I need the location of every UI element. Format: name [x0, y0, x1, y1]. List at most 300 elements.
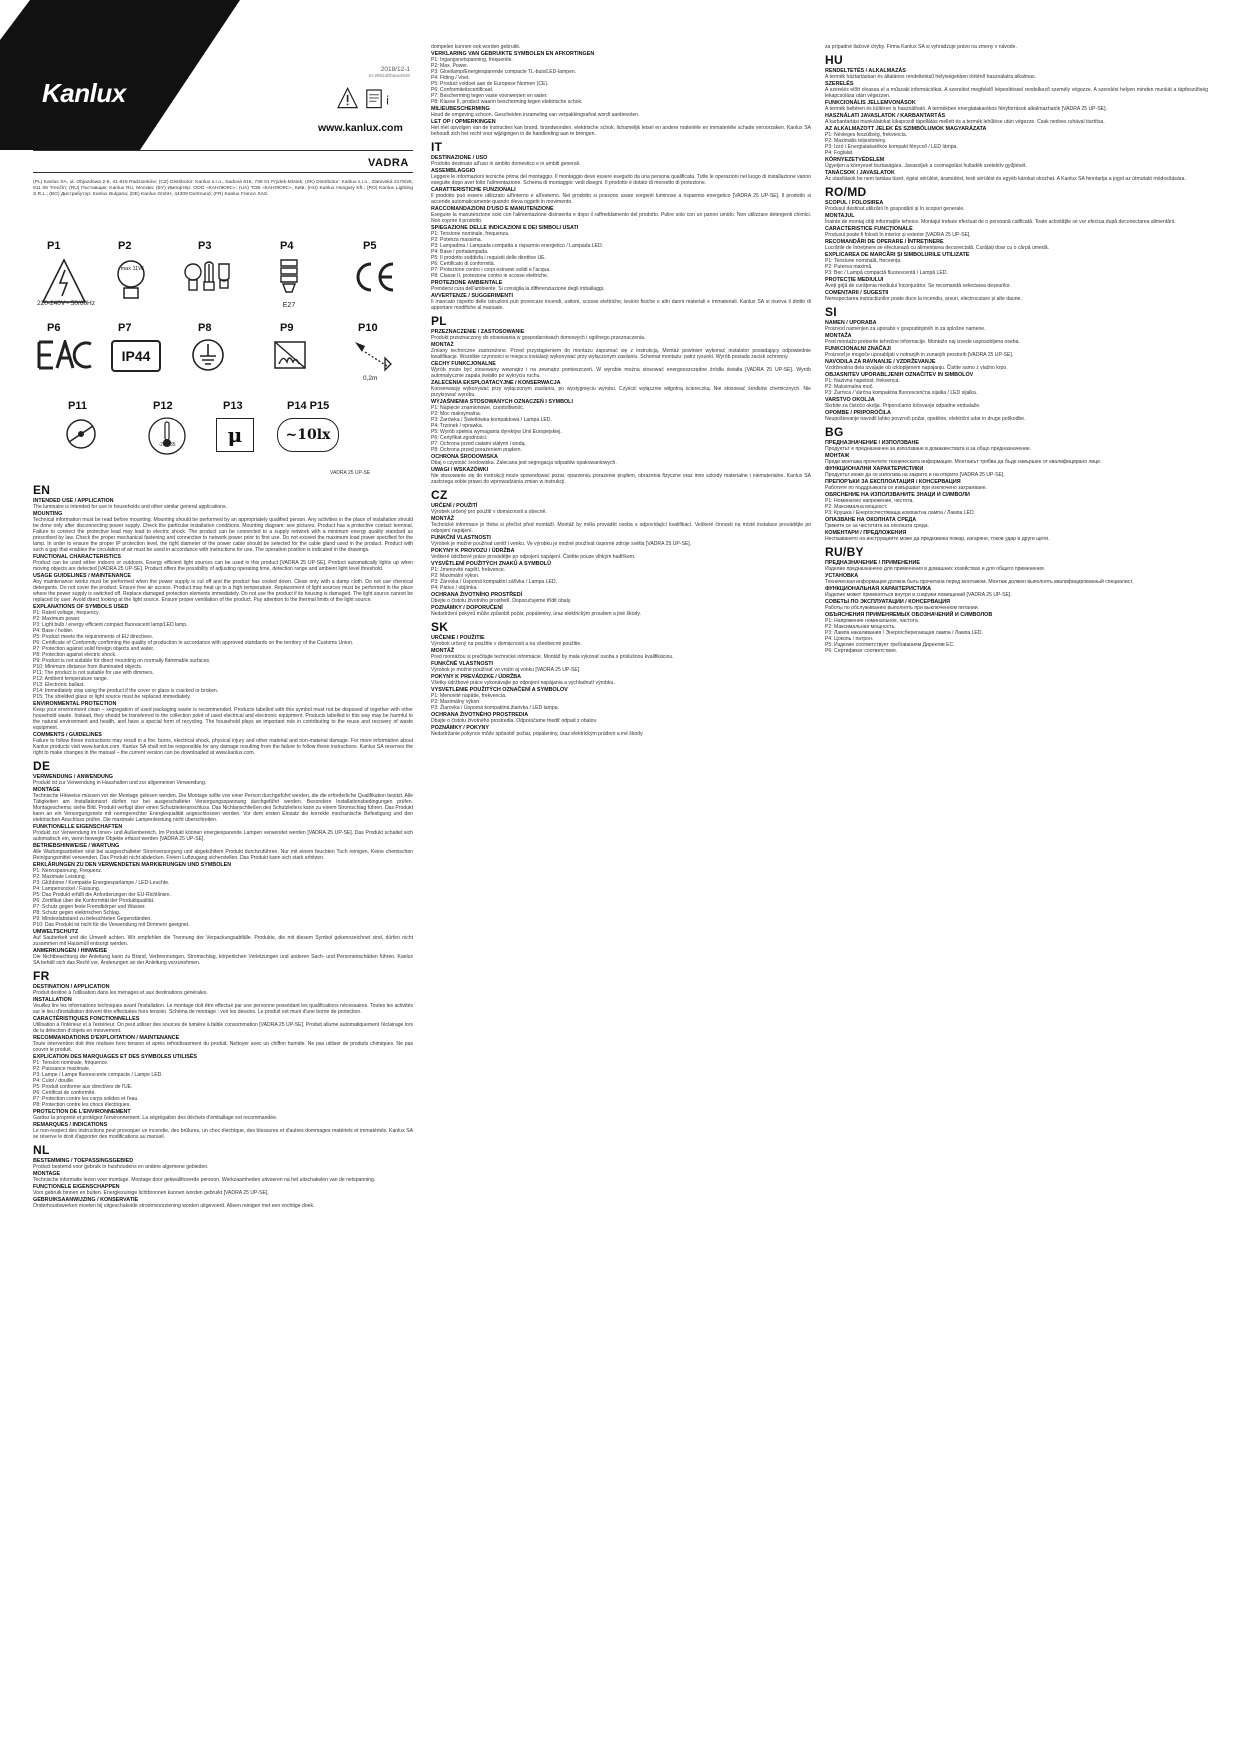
symbol-explanation: P14: Immediately stop using the product if the cover or glass is cracked or broken.: [33, 688, 219, 694]
paragraph: Продуктът може да се използва на закрито и на открито [VADRA 25 UP-SE].: [825, 472, 1005, 478]
symbol-label: P2: [118, 240, 132, 252]
section-heading: RECOMANDĂRI DE OPERARE / ÎNTREȚINERE: [825, 239, 944, 245]
symbol-explanation: P8: Schutz gegen elektrischen Schlag.: [33, 910, 121, 916]
symbol-explanation: P4: Base / holder.: [33, 628, 74, 634]
paragraph: Onderhoudswerken moeten bij uitgeschakelde stroomvoorziening worden uitgevoerd. Alleen reinigen met een vochtige doek.: [33, 1203, 315, 1209]
paragraph: Produkt zur Verwendung im Innen- und Außenbereich. Im Produkt können energiesparende Lampen verwendet werden [VADRA 25 UP-SE]. Das Produkt schaltet sich automatisch ein, wenn bewegte Objekte erfasst werden [VADRA 25 UP-SE].: [33, 830, 413, 842]
paragraph: A karbantartási munkálatokat kikapcsolt tápellátás mellett és a termék lehűlése után végezze. Csak nedves ruhával tisztítsa.: [825, 119, 1105, 125]
section-heading: ФУНКЦИОНАЛЬНАЯ ХАРАКТЕРИСТИКА: [825, 586, 931, 592]
power-icon: [111, 256, 151, 304]
symbol-explanation: P9: Mindestabstand zu beleuchteten Gegenständen.: [33, 916, 152, 922]
svg-text:i: i: [386, 94, 390, 108]
section-heading: СОВЕТЫ ПО ЭКСПЛУАТАЦИИ / КОНСЕРВАЦИЯ: [825, 599, 950, 605]
section-heading: OBJASNITEV UPORABLJENIH OZNAČITEV IN SIMBOLOV: [825, 372, 974, 378]
paragraph: Auf Sauberkeit und die Umwelt achten. Wir empfehlen die Trennung der Verpackungsabfälle. Produkte, die mit diesem Symbol gekennzeichnet sind, dürfen nicht zusammen mit Hausmüll entsorgt werden.: [33, 935, 413, 947]
symbol-explanation: P3: Žarnica / Varčna kompaktna fluorescenčna sijalka / LED sijalka.: [825, 390, 978, 396]
section-heading: VYSVETLENIE POUŽITÝCH OZNAČENÍ A SYMBOLOV: [431, 687, 568, 693]
symbol-explanation: P2: Maximális teljesítmény.: [825, 138, 887, 144]
model-name: VADRA: [368, 157, 409, 169]
symbol-explanation: P2: Maximum power.: [33, 616, 81, 622]
symbol-explanation: P2: Максимальная мощность.: [825, 624, 896, 630]
paragraph: Technické informace je třeba si přečíst před montáží. Montáž by měla provádět osoba s odpovídající kvalifikací. Veškeré činnosti na místě instalace provádějte po odpojení napájení.: [431, 522, 811, 534]
section-heading: INTENDED USE / APPLICATION: [33, 498, 114, 504]
paragraph: Wyrób może być stosowany wewnątrz i na zewnątrz pomieszczeń. W wyrobie można stosować energooszczędne źródła światła [VADRA 25 UP-SE]. Wyrób automatycznie zapala światło po wykryciu ruchu.: [431, 367, 811, 379]
symbol-explanation: P3: Žiarovka / Úsporná kompaktná žiarivka / LED lampa.: [431, 705, 559, 711]
symbol-explanation: P4: Culot / douille.: [33, 1078, 75, 1084]
section-heading: NAVODILA ZA RAVNANJE / VZDRŽEVANJE: [825, 359, 936, 365]
section-heading: EXPLANATIONS OF SYMBOLS USED: [33, 604, 129, 610]
model-divider: [33, 172, 413, 173]
paragraph: Lucrările de întreținere se efectuează cu alimentarea deconectată. Curățați doar cu o cârpă umedă.: [825, 245, 1049, 251]
symbol-explanation: P5: Il prodotto soddisfa i requisiti delle direttive UE.: [431, 255, 546, 261]
paragraph: Vzdrževalna dela izvajajte ob izklopljenem napajanju. Čistite samo z vlažno krpo.: [825, 365, 1008, 371]
language-heading: CZ: [431, 488, 448, 502]
column-2: [431, 44, 811, 738]
symbol-explanation: P3: Glühbirne / Kompakte Energiesparlampe / LED-Leuchte.: [33, 880, 170, 886]
section-heading: ASSEMBLAGGIO: [431, 168, 476, 174]
paragraph: The luminaire is intended for use in households and other similar general applications.: [33, 504, 227, 510]
ballast-symbol: μ: [227, 423, 243, 447]
symbol-explanation: P6: Zertifikat über die Konformität der Produktqualität.: [33, 898, 155, 904]
paragraph: Înainte de montaj citiți informațiile tehnice. Montajul trebuie efectuat de o persoană calificată. Toate activitățile se vor efectua după deconectarea alimentării.: [825, 219, 1176, 225]
symbol-label: P8: [198, 322, 212, 334]
symbol-explanation: P2: Puterea maximă.: [825, 264, 873, 270]
paragraph: Az utasítások be nem tartása tüzet, égési sérülést, áramütést, testi sérülést és egyéb károkat okozhat. A Kanlux SA fenntartja a jogot az útmutató módosítására.: [825, 176, 1186, 182]
paragraph: Any maintenance works must be performed when the power supply is cut off and the product has cooled down. Clean only with a damp cloth. Do not use chemical detergents. Do not cover the product. Ensure free air access. Product may heat up to a high temperature. Replacement of light sources must be performed in the place where the power supply is switched off. Replace damaged protection elements immediately. Do not use the product if its housing is damaged. The light source cannot be replaced by user. Avoid direct looking at the light source. Ensure proper ventilation of the product. Pay attention to the thermal limits of the light source.: [33, 579, 413, 603]
paragraph: Produit destiné à l'utilisation dans les ménages et aux destinations générales.: [33, 990, 208, 996]
paragraph: Работы по обслуживанию выполнять при выключенном питании.: [825, 605, 980, 611]
symbol-label: P5: [363, 240, 377, 252]
symbol-explanation: P6: Certificato di conformità.: [431, 261, 495, 267]
section-heading: CARATTERISTICHE FUNZIONALI: [431, 187, 516, 193]
section-heading: FUNKCIONALNI ZNAČAJI: [825, 346, 891, 352]
symbol-explanation: P4: Foglalat.: [825, 150, 854, 156]
section-heading: MOUNTING: [33, 511, 63, 517]
section-heading: POKYNY K PROVOZU / ÚDRŽBA: [431, 548, 515, 554]
paragraph: Eseguire la manutenzione solo con l'alimentazione disinserita e dopo il raffreddamento del prodotto. Pulire solo con un panno umido. Non utilizzare detergenti chimici. Non coprire il prodotto.: [431, 212, 811, 224]
base-value: E27: [282, 302, 296, 309]
no-dimmer-icon: [61, 418, 101, 450]
ip-rating-badge: [111, 340, 161, 372]
paragraph: Houd de omgeving schoon. Gescheiden inzameling van verpakkingsafval wordt aanbevolen.: [431, 112, 640, 118]
section-heading: RENDELTETÉS / ALKALMAZÁS: [825, 68, 906, 74]
base-socket-icon: [273, 256, 305, 304]
paragraph: Zmiany techniczne zastrzeżone. Przed przystąpieniem do montażu zapoznać się z instrukcją. Montaż powinien wykonać instalator posiadający odpowiednie kwalifikacje. Wszelkie czynności w miejscu instalacji wykonywać przy wyłączonym zasilaniu. Schemat montażu: patrz rysunki. Wyrób posiada zacisk ochronny.: [431, 348, 811, 360]
paragraph: Dbejte o čistotu životního prostředí. Doporučujeme třídit obaly.: [431, 598, 572, 604]
symbol-explanation: P4: Lampensockel / Fassung.: [33, 886, 101, 892]
section-heading: LET OP / OPMERKINGEN: [431, 119, 496, 125]
document-code: KI-29524Dbase2020: [368, 73, 410, 78]
symbol-explanation: P2: Potenza massima.: [431, 237, 482, 243]
section-heading: ОБЯСНЕНИЕ НА ИЗПОЛЗВАНИТЕ ЗНАЦИ И СИМВОЛИ: [825, 492, 970, 498]
section-heading: PROTECȚIE MEDIULUI: [825, 277, 884, 283]
paragraph: Výrobek je možné používat uvnitř i venku. Ve výrobku je možné používat úsporné zdroje světla [VADRA 25 UP-SE].: [431, 541, 692, 547]
paragraph: Die Nichtbeachtung der Anleitung kann zu Brand, Verbrennungen, Stromschlag, körperlichen Verletzungen und anderen Sach- und Personenschäden führen. Kanlux SA behält sich das Recht vor, Änderungen an der Anleitung vorzunehmen.: [33, 954, 413, 966]
symbol-explanation: P5: Изделие соответствует требованиям Директив ЕС.: [825, 642, 955, 648]
symbol-explanation: P7: Ochrona przed ciałami stałymi i wodą.: [431, 441, 526, 447]
symbol-explanation: P8: Protection contre les chocs électriques.: [33, 1102, 131, 1108]
symbol-explanation: P4: Trzonek / oprawka.: [431, 423, 484, 429]
document-date: 2018/12-1: [380, 66, 410, 73]
temperature-value: -20 +35: [158, 442, 176, 448]
section-heading: SPIEGAZIONE DELLE INDICAZIONI E DEI SIMBOLI USATI: [431, 225, 579, 231]
language-heading: BG: [825, 425, 844, 439]
section-heading: ОПАЗВАНЕ НА ОКОЛНАТА СРЕДА: [825, 517, 917, 523]
paragraph: Работите по поддръжката се извършват при изключено захранване.: [825, 485, 987, 491]
temperature-icon: [145, 416, 189, 456]
section-heading: МОНТАЖ: [825, 453, 850, 459]
paragraph: Nie stosowanie się do instrukcji może spowodować pożar, oparzenia, porażenie prądem, obrażenia fizyczne oraz inne szkody materialne i niematerialne. Kanlux SA zastrzega sobie prawo do wprowadzania zmian w instrukcji.: [431, 473, 811, 485]
paragraph: Dbajte o čistotu životného prostredia. Odporúčame triediť odpad z obalov.: [431, 718, 598, 724]
section-heading: POZNÁMKY / POKYNY: [431, 725, 490, 731]
section-heading: MONTÁŽ: [431, 516, 455, 522]
paragraph: Výrobek určený pro použití v domácnosti a obecně.: [431, 509, 547, 515]
symbol-explanation: P4: Patice / objímka.: [431, 585, 478, 591]
symbol-explanation: P2: Максимална мощност.: [825, 504, 888, 510]
section-heading: POZNÁMKY / DOPORUČENÍ: [431, 605, 503, 611]
paragraph: Toute intervention doit être réalisée hors tension et après refroidissement du produit. Nettoyer avec un chiffon humide. Ne pas utiliser de produits chimiques. Ne pas couvrir le produit.: [33, 1041, 413, 1053]
paragraph: Prodotto destinato all'uso in ambito domestico e in ambiti generali.: [431, 161, 581, 167]
symbol-explanation: P11: The product is not suitable for use with dimmers.: [33, 670, 154, 676]
paragraph: A szerelés előtt olvassa el a műszaki információkat. A szerelést megfelelő képesítéssel rendelkező személy végezze. A szerelési helyen minden munkát a tápfeszültség lekapcsolása után végezzen.: [825, 87, 1208, 99]
symbol-explanation: P6: Certyfikat zgodności.: [431, 435, 488, 441]
section-heading: BESTEMMING / TOEPASSINGSGEBIED: [33, 1158, 134, 1164]
symbol-explanation: P2: Maximální výkon.: [431, 573, 480, 579]
ip-rating-value: IP44: [121, 348, 151, 364]
symbol-explanation: P2: Maksimalna moč.: [825, 384, 874, 390]
symbol-explanation: P1: Nazivna napetost, frekvenca.: [825, 378, 900, 384]
power-value: max 11W: [120, 266, 144, 272]
section-heading: PROTECTION DE L'ENVIRONNEMENT: [33, 1109, 131, 1115]
symbol-explanation: P2: Maximálny výkon.: [431, 699, 481, 705]
section-heading: VERWENDUNG / ANWENDUNG: [33, 774, 113, 780]
paragraph: Ügyeljen a környezet tisztaságára. Javasoljuk a csomagolási hulladék szelektív gyűjtését.: [825, 163, 1027, 169]
section-heading: TANÁCSOK / JAVASLATOK: [825, 170, 895, 176]
paragraph: Техническая информация должна быть прочитана перед монтажом. Монтаж должен выполнять квалифицированный специалист.: [825, 579, 1134, 585]
section-heading: CECHY FUNKCJONALNE: [431, 361, 496, 367]
ballast-badge: [216, 418, 254, 452]
symbol-explanation: P5: Product meets the requirements of EU directives.: [33, 634, 154, 640]
symbol-label: P3: [198, 240, 212, 252]
symbol-explanation: P4: Base / portalampada.: [431, 249, 489, 255]
language-heading: IT: [431, 140, 443, 154]
section-heading: OCHRANA ŽIVOTNÍHO PROSTŘEDÍ: [431, 592, 523, 598]
paragraph: Veuillez lire les informations techniques avant l'installation. Le montage doit être effectué par une personne possédant les qualifications nécessaires. Toutes les activités sur le lieu d'installation doivent être effectuées hors tension. Schéma de montage : voir les dessins. Le produit est muni d'une borne de protection.: [33, 1003, 413, 1015]
symbol-explanation: P1: Nennspannung, Frequenz.: [33, 868, 103, 874]
symbols-grid: [33, 240, 413, 468]
symbol-explanation: P4: Цоколь / патрон.: [825, 636, 874, 642]
symbol-explanation: P10: Das Produkt ist nicht für die Verwendung mit Dimmern geeignet.: [33, 922, 190, 928]
section-heading: CARACTÉRISTIQUES FONCTIONNELLES: [33, 1016, 140, 1022]
language-heading: RO/MD: [825, 185, 867, 199]
symbol-explanation: P1: Napięcie znamionowe, częstotliwość.: [431, 405, 525, 411]
section-heading: USAGE GUIDELINES / MAINTENANCE: [33, 573, 131, 579]
section-heading: EXPLICATION DES MARQUAGES ET DES SYMBOLES UTILISÉS: [33, 1054, 198, 1060]
section-heading: FUNCTIONELE EIGENSCHAPPEN: [33, 1184, 120, 1190]
section-heading: NAMEN / UPORABA: [825, 320, 877, 326]
paragraph: Technische informatie lezen voor montage. Montage door gekwalificeerde persoon. Werkzaamheden uitvoeren na het uitschakelen van de netspanning.: [33, 1177, 376, 1183]
section-heading: КОМЕНТАРИ / ПРЕДЛОЖЕНИЯ: [825, 530, 907, 536]
symbol-label: P7: [118, 322, 132, 334]
symbol-label: P9: [280, 322, 294, 334]
section-heading: POKYNY K PREVÁDZKE / ÚDRŽBA: [431, 674, 522, 680]
language-heading: RU/BY: [825, 545, 864, 559]
paragraph: Proizvod namenjen za uporabo v gospodinjstvih in za splošne namene.: [825, 326, 986, 332]
section-heading: FUNKČNÉ VLASTNOSTI: [431, 661, 493, 667]
paragraph: Il prodotto può essere utilizzato all'interno e all'esterno. Nel prodotto si possono usare sorgenti luminose a risparmio energetico [VADRA 25 UP-SE]. Il prodotto si accende automaticamente quando rileva oggetti in movimento.: [431, 193, 811, 205]
section-heading: INSTALLATION: [33, 997, 72, 1003]
section-heading: AZ ALKALMAZOTT JELEK ÉS SZIMBÓLUMOK MAGYARÁZATA: [825, 126, 987, 132]
paragraph: Dbaj o czystość środowiska. Zalecana jest segregacja odpadów opakowaniowych.: [431, 460, 617, 466]
paragraph: Alle Wartungsarbeiten sind bei ausgeschalteter Stromversorgung und abgekühltem Produkt durchzuführen. Nur mit einem feuchten Tuch reinigen. Keine chemischen Reinigungsmittel verwenden. Das Produkt nicht abdecken. Freien Luftzugang sicherstellen. Das Produkt kann sich stark erhitzen.: [33, 849, 413, 861]
section-heading: ENVIRONMENTAL PROTECTION: [33, 701, 117, 707]
symbol-explanation: P7: Bescherming tegen vaste voorwerpen en water.: [431, 93, 548, 99]
distance-icon: [351, 338, 393, 374]
symbol-explanation: P6: Certificat de conformité.: [33, 1090, 96, 1096]
symbol-explanation: P1: Menovité napätie, frekvencia.: [431, 693, 507, 699]
symbol-explanation: P6: Conformiteitscertificaat.: [431, 87, 494, 93]
column-3: [825, 44, 1208, 654]
eac-mark-icon: [37, 340, 93, 370]
symbol-label: P12: [153, 400, 173, 412]
paragraph: Neupoštevanje navodil lahko povzroči požar, opekline, električni udar in druge poškodbe.: [825, 416, 1026, 422]
symbol-explanation: P8: Klasse II, product waarin bescherming tegen elektrische schok.: [431, 99, 583, 105]
section-heading: EXPLICAREA DE MARCĂRI ȘI SIMBOLURILE UTILIZATE: [825, 252, 970, 258]
flammable-surface-icon: [273, 340, 307, 370]
language-heading: PL: [431, 314, 447, 328]
symbol-explanation: P7: Protezione contro i corpi estranei solidi e l'acqua.: [431, 267, 551, 273]
paragraph: Il mancato rispetto delle istruzioni può provocare incendi, ustioni, scosse elettriche, lesioni fisiche e altri danni materiali e immateriali. Kanlux SA si riserva il diritto di apportare modifiche al manuale.: [431, 299, 811, 311]
symbol-explanation: P1: Rated voltage, frequency.: [33, 610, 100, 616]
section-heading: ERKLÄRUNGEN ZU DEN VERWENDETEN MARKIERUNGEN UND SYMBOLEN: [33, 862, 232, 868]
voltage-icon: [39, 256, 89, 306]
paragraph: Product bestemd voor gebruik in huishoudens en andere algemene gebieden.: [33, 1164, 209, 1170]
symbol-explanation: P13: Electronic ballast.: [33, 682, 85, 688]
section-heading: KÖRNYEZETVÉDELEM: [825, 157, 885, 163]
symbol-explanation: P2: Puissance maximale.: [33, 1066, 91, 1072]
section-heading: CARACTERISTICE FUNCȚIONALE: [825, 226, 913, 232]
section-heading: VYSVĚTLENÍ POUŽITÝCH ZNAKŮ A SYMBOLŮ: [431, 561, 551, 567]
distributors-text: (PL) Kanlux SA, ul. Objazdowa 2-6, 41-819 Radzionków; (CZ) Distributor: Kanlux s.r.o., Sadová 618, 738 01 Frýdek-Místek; (SK) Distribútor: Kanlux s.r.o., Zlatovská 2179/26, 911 05 Trenčín; (RU) Поставщик: Kanlux RU, Москва; (BY) Импортёр: ООО «КАНЛЮКС»; (UA) ТОВ «КАНЛЮКС», Київ; (HU) Kanlux Hungary Kft.; (RO) Kanlux Lighting S.R.L.; (BG) Дистрибутор: Kanlux Bulgaria; (DE) Kanlux GmbH, 44309 Dortmund; (FR) Kanlux France SAS.: [33, 180, 413, 197]
section-heading: MONTÁŽ: [431, 648, 455, 654]
paragraph: Proizvod je mogoče uporabljati v notranjih in zunanjih prostorih [VADRA 25 UP-SE].: [825, 352, 1014, 358]
paragraph: Изделие может применяться внутри и снаружи помещений [VADRA 25 UP-SE].: [825, 592, 1012, 598]
section-heading: ANMERKUNGEN / HINWEISE: [33, 948, 108, 954]
paragraph: dompelen kunnen ook worden gebruikt.: [431, 44, 521, 50]
symbol-explanation: P9: Product is not suitable for direct mounting on normally flammable surfaces.: [33, 658, 211, 664]
section-heading: MONTAGE: [33, 787, 61, 793]
symbol-label: P11: [68, 400, 87, 412]
symbol-explanation: P1: Номинално напрежение, честота.: [825, 498, 914, 504]
paragraph: A termék beltéren és kültéren is használható. A termékben energiatakarékos fényforrások alkalmazhatók [VADRA 25 UP-SE].: [825, 106, 1107, 112]
symbol-explanation: P2: Max. Power.: [431, 63, 469, 69]
symbol-explanation: P5: Produit conforme aux directives de l'UE.: [33, 1084, 133, 1090]
symbol-label: P10: [358, 322, 378, 334]
paragraph: Gardez la propreté et protégez l'environnement. La ségrégation des déchets d'emballage est recommandée.: [33, 1115, 278, 1121]
symbol-explanation: P10: Minimum distance from illuminated objects.: [33, 664, 143, 670]
section-heading: URČENIE / POUŽITIE: [431, 635, 485, 641]
paragraph: Pred montážou si prečítajte technické informácie. Montáž by mala vykonať osoba s príslušnou kvalifikáciou.: [431, 654, 674, 660]
logo-background: [0, 0, 240, 150]
section-heading: HASZNÁLATI JAVASLATOK / KARBANTARTÁS: [825, 113, 946, 119]
symbol-explanation: P12: Ambient temperature range.: [33, 676, 109, 682]
lux-value: ~10lx: [285, 427, 331, 443]
symbol-explanation: P1: Ingangsnetspanning, frequentie.: [431, 57, 513, 63]
voltage-value: 220-240V~ 50/60Hz: [37, 300, 96, 307]
symbol-explanation: P15: The shielded glass or light source must be replaced immediately.: [33, 694, 191, 700]
symbols-footer: VADRA 25 UP-SE: [330, 470, 371, 476]
symbol-explanation: P8: Ochrona przed porażeniem prądem.: [431, 447, 522, 453]
section-heading: WYJAŚNIENIA STOSOWANYCH OZNACZEŃ I SYMBOLI: [431, 399, 573, 405]
symbol-label: P1: [47, 240, 61, 252]
paragraph: Výrobok určený na použitie v domácnosti a na všeobecné použitie.: [431, 641, 582, 647]
symbol-explanation: P6: Certificate of Conformity confirming the quality of production in accordance with approved standards on the territory of the Customs Union.: [33, 640, 354, 646]
symbol-explanation: P7: Protection against solid foreign objects and water.: [33, 646, 155, 652]
symbol-explanation: P8: Protection against electric shock.: [33, 652, 117, 658]
column-1: [33, 480, 413, 1210]
paragraph: Produsul poate fi folosit în interior și exterior [VADRA 25 UP-SE].: [825, 232, 971, 238]
paragraph: Nedodržanie pokynov môže spôsobiť požiar, popáleniny, úraz elektrickým prúdom a iné škody.: [431, 731, 644, 737]
symbol-explanation: P2: Maximale Leistung.: [33, 874, 86, 880]
paragraph: Produsul destinat utilizării în gospodării și în scopuri generale.: [825, 206, 965, 212]
ce-mark-icon: [351, 260, 397, 294]
section-heading: ПРЕДНАЗНАЧЕНИЕ / ИЗПОЛЗВАНЕ: [825, 440, 920, 446]
symbol-explanation: P3: Крушка / Енергоспестяваща компактна лампа / Лампа LED.: [825, 510, 976, 516]
language-heading: SK: [431, 620, 449, 634]
section-heading: BETRIEBSHINWEISE / WARTUNG: [33, 843, 120, 849]
symbol-explanation: P8: Classe II, protezione contro le scosse elettriche.: [431, 273, 549, 279]
paragraph: Leggere le informazioni tecniche prima del montaggio. Il montaggio deve essere eseguito da una persona qualificata. Tutte le operazioni nel luogo di installazione vanno eseguite dopo aver tolto l'alimentazione. Schema di montaggio: vedi disegni. Il prodotto è dotato di morsetto di protezione.: [431, 174, 811, 186]
paragraph: Utilisation à l'intérieur et à l'extérieur. On peut utiliser des sources de lumière à faible consommation [VADRA 25 UP-SE]. Produit allume automatiquement l'éclairage lors de la détection d'objets en mouvement.: [33, 1022, 413, 1034]
language-heading: EN: [33, 483, 51, 497]
paragraph: Technische Hinweise müssen vor der Montage gelesen werden. Die Montage sollte von einer Person durchgeführt werden, die die erforderliche Qualifikation besitzt. Alle Tätigkeiten am Installationsort dürfen nur bei ausgeschalteter Versorgungsspannung durchgeführt werden. Besondere Installationsbedingungen prüfen. Montageschema: siehe Bild. Produkt verfügt über einen Schutzleiteranschluss. Das Nichtanschließen des Schutzleiters kann zu einem Stromschlag führen. Das Produkt kann an ein Versorgungsnetz mit normgerechter Energiequalität angeschlossen werden. Vor dem ersten Einsatz die korrekte mechanische Befestigung und den elektrischen Anschluss prüfen. Die maximale Lampenleistung nicht überschreiten.: [33, 793, 413, 823]
symbol-explanation: P3: Лампа накаливания / Энергосберегающая лампа / Лампа LED.: [825, 630, 983, 636]
section-heading: COMMENTS / GUIDELINES: [33, 732, 102, 738]
earth-ground-icon: [191, 338, 225, 372]
section-heading: OCHRONA ŚRODOWISKA: [431, 454, 498, 460]
symbol-explanation: P1: Jmenovité napětí, frekvence.: [431, 567, 506, 573]
section-heading: RACCOMANDAZIONI D'USO E MANUTENZIONE: [431, 206, 554, 212]
language-heading: DE: [33, 759, 51, 773]
language-heading: SI: [825, 305, 837, 319]
symbol-explanation: P5: Das Produkt erfüllt die Anforderungen der EU-Richtlinien.: [33, 892, 171, 898]
paragraph: Konserwację wykonywać przy wyłączonym zasilaniu, po wystygnięciu wyrobu. Czyścić wyłącznie wilgotną ściereczką. Nie stosować środków chemicznych. Nie przykrywać wyrobu.: [431, 386, 811, 398]
symbol-explanation: P1: Névleges feszültség, frekvencia.: [825, 132, 908, 138]
symbol-explanation: P1: Tensione nominale, frequenza.: [431, 231, 510, 237]
language-heading: FR: [33, 969, 50, 983]
symbol-explanation: P2: Moc maksymalna.: [431, 411, 482, 417]
paragraph: Výrobok je možné používať vo vnútri aj vonku [VADRA 25 UP-SE].: [431, 667, 581, 673]
distance-value: 0,2m: [363, 375, 378, 382]
symbol-explanation: P1: Tensiune nominală, frecvența.: [825, 258, 902, 264]
section-heading: UMWELTSCHUTZ: [33, 929, 79, 935]
symbol-label: P4: [280, 240, 294, 252]
paragraph: Technical information must be read before mounting. Mounting should be performed by an appropriately qualified person. Any activities in the place of installation should be done only after disconnecting power supply. Check the particular installation conditions. Mounting diagram: see pictures. Product has a protective contact terminal. Failure to connect the protective lead may lead to electric shock. The product can be connected to a supply network with a minimum energy quality standard as prescribed by law. Check the proper mechanical fastening and connection to network power prior to first use. Do not exceed the maximum load power specified for the lamp. In order to ensure the proper IP protection level, the tight diameter of the power cable should be selected for the cable gland used in the product. Product with such a gap that enables the circulation of air must be used in accordance with instructions for use. The operation position is indicated in the drawings.: [33, 517, 413, 553]
symbol-explanation: P3: Žárovka / Úsporná kompaktní zářivka / Lampa LED.: [431, 579, 557, 585]
section-heading: VERKLARING VAN GEBRUIKTE SYMBOLEN EN AFKORTINGEN: [431, 51, 595, 57]
section-heading: SCOPUL / FOLOSIREA: [825, 200, 884, 206]
paragraph: A termék háztartásban és általános rendeltetésű helyiségekben történő használatra alkalmas.: [825, 74, 1036, 80]
section-heading: URČENÍ / POUŽITÍ: [431, 503, 478, 509]
paragraph: Le non-respect des instructions peut provoquer un incendie, des brûlures, un choc électrique, des blessures et d'autres dommages matériels et immatériels. Kanlux SA se réserve le droit d'apporter des modifications au manuel.: [33, 1128, 413, 1140]
symbol-label: P6: [47, 322, 61, 334]
paragraph: Voor gebruik binnen en buiten. Energiezuinige lichtbronnen kunnen worden gebruikt [VADRA 25 UP-SE].: [33, 1190, 269, 1196]
paragraph: Veškeré údržbové práce provádějte po odpojení napájení. Čistěte pouze vlhkým hadříkem.: [431, 554, 636, 560]
paragraph: Продуктът е предназначен за използване в домакинствата и за общо предназначение.: [825, 446, 1032, 452]
paragraph: Keep your environment clean – segregation of used packaging waste is recommended. Products labelled with this symbol must not be disposed of together with other household waste. Instead, they should be transferred to the collection point of used electrical and electronic equipment. Products labelled in this way may be harmful to the natural environment and health, and have a special form of recycling. The household plays an important role in contributing to the reuse and recovery of waste equipment.: [33, 707, 413, 731]
paragraph: Nedodržení pokynů může způsobit požár, popáleniny, úraz elektrickým proudem a jiné škody.: [431, 611, 641, 617]
lux-badge: [277, 418, 339, 452]
section-heading: MONTAŽA: [825, 333, 852, 339]
symbol-explanation: P7: Protection contre les corps solides et l'eau.: [33, 1096, 139, 1102]
symbol-explanation: P5: Product voldoet aan de Europese Normen (CE).: [431, 81, 549, 87]
symbol-explanation: P6: Сертификат соответствия.: [825, 648, 898, 654]
section-heading: PROTEZIONE AMBIENTALE: [431, 280, 503, 286]
paragraph: Het niet opvolgen van de instructies kan brand, brandwonden, elektrische schok, lichamelijk letsel en andere materiële en immateriële schade veroorzaken. Kanlux SA behoudt zich het recht voor wijzigingen in de handleiding aan te brengen.: [431, 125, 811, 137]
section-heading: MILIEUBESCHERMING: [431, 106, 490, 112]
section-heading: COMENTARII / SUGESTII: [825, 290, 889, 296]
symbol-explanation: P1: Напряжение номинальное, частота.: [825, 618, 920, 624]
symbol-explanation: P3: Bec / Lampă compactă fluorescentă / Lampă LED.: [825, 270, 948, 276]
symbol-explanation: P3: Izzó / Energiatakarékos kompakt fénycső / LED lámpa.: [825, 144, 958, 150]
section-heading: FUNKCIONÁLIS JELLEMVONÁSOK: [825, 100, 916, 106]
symbol-label: P13: [223, 400, 243, 412]
symbol-explanation: P5: Wyrób spełnia wymagania dyrektyw Unii Europejskiej.: [431, 429, 562, 435]
paragraph: Преди монтажа прочетете техническата информация. Монтажът трябва да бъде извършен от квалифицирано лице.: [825, 459, 1102, 465]
paragraph: Product can be used either indoors or outdoors. Energy efficient light sources can be used in this product [VADRA 25 UP-SE]. Product automatically lights up when moving objects are detected [VADRA 25 UP-SE]. Product offers the possibility of adjusting operating time, detection range and ambient light level threshold.: [33, 560, 413, 572]
paragraph: za prípadné tlačové chyby. Firma Kanlux SA si vyhradzuje právo na zmeny v návode.: [825, 44, 1017, 50]
section-heading: ПРЕДНАЗНАЧЕНИЕ / ПРИМЕНЕНИЕ: [825, 560, 920, 566]
paragraph: Aveți grijă de curățenia mediului înconjurător. Se recomandă selectarea deșeurilor.: [825, 283, 1011, 289]
section-heading: MONTAŻ: [431, 342, 454, 348]
section-heading: UWAGI / WSKAZÓWKI: [431, 467, 489, 473]
lamp-types-icon: [183, 258, 233, 300]
paragraph: Prendersi cura dell'ambiente. Si consiglia la differenziazione degli imballaggi.: [431, 286, 605, 292]
section-heading: RECOMMANDATIONS D'EXPLOITATION / MAINTENANCE: [33, 1035, 180, 1041]
paragraph: Produkt ist zur Verwendung in Haushalten und zur allgemeinen Verwendung.: [33, 780, 207, 786]
symbol-explanation: P4: Fitting / Voet.: [431, 75, 470, 81]
section-heading: PRZEZNACZENIE / ZASTOSOWANIE: [431, 329, 525, 335]
language-heading: HU: [825, 53, 843, 67]
warning-icon: [330, 84, 410, 112]
section-heading: OPOMBE / PRIPOROČILA: [825, 410, 891, 416]
symbol-explanation: P3: Gloeilamp/Energiesparende compacte TL-buis/LED-lampen.: [431, 69, 577, 75]
paragraph: Nerespectarea instrucțiunilor poate duce la incendiu, arsuri, electrocutare și alte daune.: [825, 296, 1022, 302]
symbol-explanation: P3: Lampe / Lampe fluorescente compacte / Lampe LED.: [33, 1072, 163, 1078]
section-heading: GEBRUIKSAANWIJZING / KONSERVATIE: [33, 1197, 139, 1203]
section-heading: SZERELÉS: [825, 81, 854, 87]
website-url: www.kanlux.com: [318, 122, 403, 134]
paragraph: Všetky údržbové práce vykonávajte po odpojení napájania a vychladnutí výrobku.: [431, 680, 615, 686]
symbol-explanation: P7: Schutz gegen feste Fremdkörper und Wasser.: [33, 904, 146, 910]
symbol-explanation: P3: Żarówka / Świetlówka kompaktowa / Lampa LED.: [431, 417, 552, 423]
symbol-explanation: P3: Lampadina / Lampada compatta a risparmio energetico / Lampada LED.: [431, 243, 604, 249]
paragraph: Грижете се за чистотата на околната среда.: [825, 523, 929, 529]
header-divider: [33, 150, 413, 151]
language-heading: NL: [33, 1143, 50, 1157]
section-heading: ZALECENIA EKSPLOATACYJNE / KONSERWACJA: [431, 380, 561, 386]
paragraph: Pred montažo preberite tehnične informacije. Montažo naj izvede usposobljena oseba.: [825, 339, 1020, 345]
section-heading: ФУНКЦИОНАЛНИ ХАРАКТЕРИСТИКИ: [825, 466, 924, 472]
section-heading: DESTINATION / APPLICATION: [33, 984, 110, 990]
paragraph: Неспазването на инструкциите може да предизвика пожар, изгаряне, токов удар и други щети.: [825, 536, 1050, 542]
section-heading: VARSTVO OKOLJA: [825, 397, 875, 403]
section-heading: FUNKTIONELLE EIGENSCHAFTEN: [33, 824, 123, 830]
section-heading: ОБЪЯСНЕНИЯ ПРИМЕНЯЕМЫХ ОБОЗНАЧЕНИЙ И СИМВОЛОВ: [825, 612, 993, 618]
brand-logo: Kanlux: [42, 78, 126, 108]
section-heading: FUNKČNÍ VLASTNOSTI: [431, 535, 491, 541]
section-heading: FUNCTIONAL CHARACTERISTICS: [33, 554, 121, 560]
